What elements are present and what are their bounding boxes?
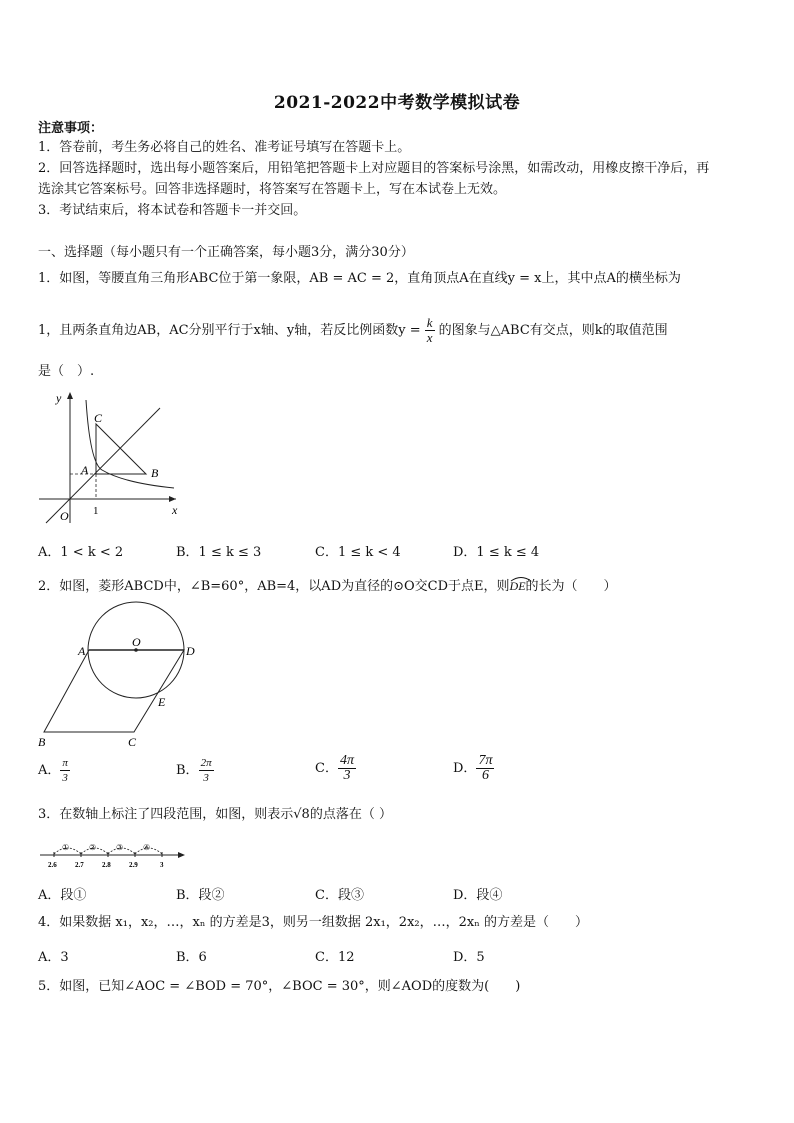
fraction-denominator: x xyxy=(426,330,433,345)
tick-label-2-8: 2.8 xyxy=(102,861,111,869)
segment-4-label: ④ xyxy=(143,843,151,852)
fraction-k-over-x xyxy=(425,316,435,345)
line-y-equals-x xyxy=(46,408,160,523)
fraction-numerator: 4π xyxy=(339,753,354,768)
segment-1-label: ① xyxy=(62,843,70,852)
q2-option-c-label: C． xyxy=(315,761,338,776)
number-line-figure xyxy=(38,840,188,872)
q2-option-a-label: A． xyxy=(38,763,61,778)
q1-option-b[interactable]: B．1 ≤ k ≤ 3 xyxy=(176,545,262,560)
q4-option-a[interactable]: A．3 xyxy=(38,950,69,965)
notice-item-2: 2．回答选择题时，选出每小题答案后，用铅笔把答题卡上对应题目的答案标号涂黑，如需改动，用橡皮擦干净后，再 xyxy=(38,161,710,176)
fig-label-a: A xyxy=(78,644,86,658)
number-line-arrow-icon xyxy=(178,852,185,858)
rhombus-abcd xyxy=(44,650,184,732)
q2-option-d-label: D． xyxy=(453,761,477,776)
q4-option-c[interactable]: C．12 xyxy=(315,950,355,965)
q2-option-a-fraction xyxy=(60,756,70,785)
question-4-text: 4．如果数据 x₁，x₂，…，xₙ 的方差是3，则另一组数据 2x₁，2x₂，…，2xₙ 的方差是（ ） xyxy=(38,915,588,930)
tick-label-2-7: 2.7 xyxy=(75,861,84,869)
arc-de-text: DE xyxy=(509,579,526,593)
q2-option-c-fraction xyxy=(338,754,356,783)
notice-item-3: 3．考试结束后，将本试卷和答题卡一并交回。 xyxy=(38,203,307,218)
question-1-figure xyxy=(34,388,194,528)
question-2-text-b: 的长为（ ） xyxy=(525,579,617,594)
tick-label-3: 3 xyxy=(160,861,164,869)
x-axis-arrow-icon xyxy=(169,496,176,502)
tick-label-2-9: 2.9 xyxy=(129,861,138,869)
triangle-abc xyxy=(96,424,146,474)
question-1-text-b: 的图象与△ABC有交点，则k的取值范围 xyxy=(438,323,668,338)
fig-label-a: A xyxy=(81,463,89,477)
notice-item-1: 1．答卷前，考生务必将自己的姓名、准考证号填写在答题卡上。 xyxy=(38,140,411,155)
fraction-numerator: π xyxy=(62,757,68,769)
fraction-denominator: 6 xyxy=(481,768,489,783)
question-1-line-3: 是（ ）. xyxy=(38,364,95,379)
fraction-denominator: 3 xyxy=(203,772,209,784)
segment-3-label: ③ xyxy=(116,843,124,852)
fig-label-o: O xyxy=(132,635,141,649)
page-title: 2021-2022中考数学模拟试卷 xyxy=(273,93,521,113)
q2-option-c[interactable] xyxy=(315,754,356,783)
question-2-figure xyxy=(34,600,214,750)
q2-option-d[interactable] xyxy=(453,754,494,783)
q1-option-c[interactable]: C．1 ≤ k < 4 xyxy=(315,545,401,560)
arc-icon xyxy=(510,576,532,582)
fig-label-d: D xyxy=(186,644,195,658)
fig-label-b: B xyxy=(151,466,159,480)
section-heading: 一、选择题（每小题只有一个正确答案，每小题3分，满分30分） xyxy=(38,245,414,260)
fig-label-x: x xyxy=(172,503,178,517)
fig-label-c: C xyxy=(94,411,103,425)
fraction-numerator: 7π xyxy=(478,753,493,768)
q2-option-d-fraction xyxy=(476,754,494,783)
q4-option-b[interactable]: B．6 xyxy=(176,950,207,965)
notice-item-2-cont: 选涂其它答案标号。回答非选择题时，将答案写在答题卡上，写在本试卷上无效。 xyxy=(38,182,507,197)
question-3-text: 3．在数轴上标注了四段范围，如图，则表示√8的点落在（ ） xyxy=(38,807,392,822)
question-1-line-2 xyxy=(38,316,668,345)
fraction-numerator: 2π xyxy=(200,757,212,769)
q2-option-b[interactable] xyxy=(176,756,214,785)
fig-label-b: B xyxy=(38,735,46,749)
question-2-text xyxy=(38,577,617,596)
fig-label-1: 1 xyxy=(93,505,99,517)
q4-option-d[interactable]: D．5 xyxy=(453,950,485,965)
q3-option-a[interactable]: A．段① xyxy=(38,888,87,903)
y-axis-arrow-icon xyxy=(67,392,73,399)
fig-label-o: O xyxy=(60,509,69,523)
fig-label-c: C xyxy=(128,735,137,749)
question-1-line-1: 1．如图，等腰直角三角形ABC位于第一象限，AB = AC = 2，直角顶点A在直线y = x上，其中点A的横坐标为 xyxy=(38,271,681,286)
segment-2-label: ② xyxy=(89,843,97,852)
notice-heading: 注意事项： xyxy=(38,121,104,136)
q3-option-c[interactable]: C．段③ xyxy=(315,888,364,903)
fig-label-y: y xyxy=(56,391,62,405)
fraction-denominator: 3 xyxy=(343,768,351,783)
arc-de-label xyxy=(510,579,526,593)
question-5-text: 5．如图，已知∠AOC = ∠BOD = 70°，∠BOC = 30°，则∠AOD的度数为( ) xyxy=(38,979,521,994)
q2-option-a[interactable] xyxy=(38,756,70,785)
tick-label-2-6: 2.6 xyxy=(48,861,57,869)
q1-option-a[interactable]: A．1 < k < 2 xyxy=(38,545,124,560)
question-2-text-a: 2．如图，菱形ABCD中，∠B=60°，AB=4，以AD为直径的⊙O交CD于点E，则 xyxy=(38,579,510,594)
q2-option-b-label: B． xyxy=(176,763,199,778)
fraction-numerator: k xyxy=(426,315,433,330)
q2-option-b-fraction xyxy=(199,756,214,785)
q3-option-d[interactable]: D．段④ xyxy=(453,888,503,903)
q3-option-b[interactable]: B．段② xyxy=(176,888,225,903)
fraction-denominator: 3 xyxy=(62,772,68,784)
fig-label-e: E xyxy=(158,695,166,709)
question-1-text-a: 1，且两条直角边AB，AC分别平行于x轴、y轴，若反比例函数y = xyxy=(38,323,421,338)
q1-option-d[interactable]: D．1 ≤ k ≤ 4 xyxy=(453,545,540,560)
